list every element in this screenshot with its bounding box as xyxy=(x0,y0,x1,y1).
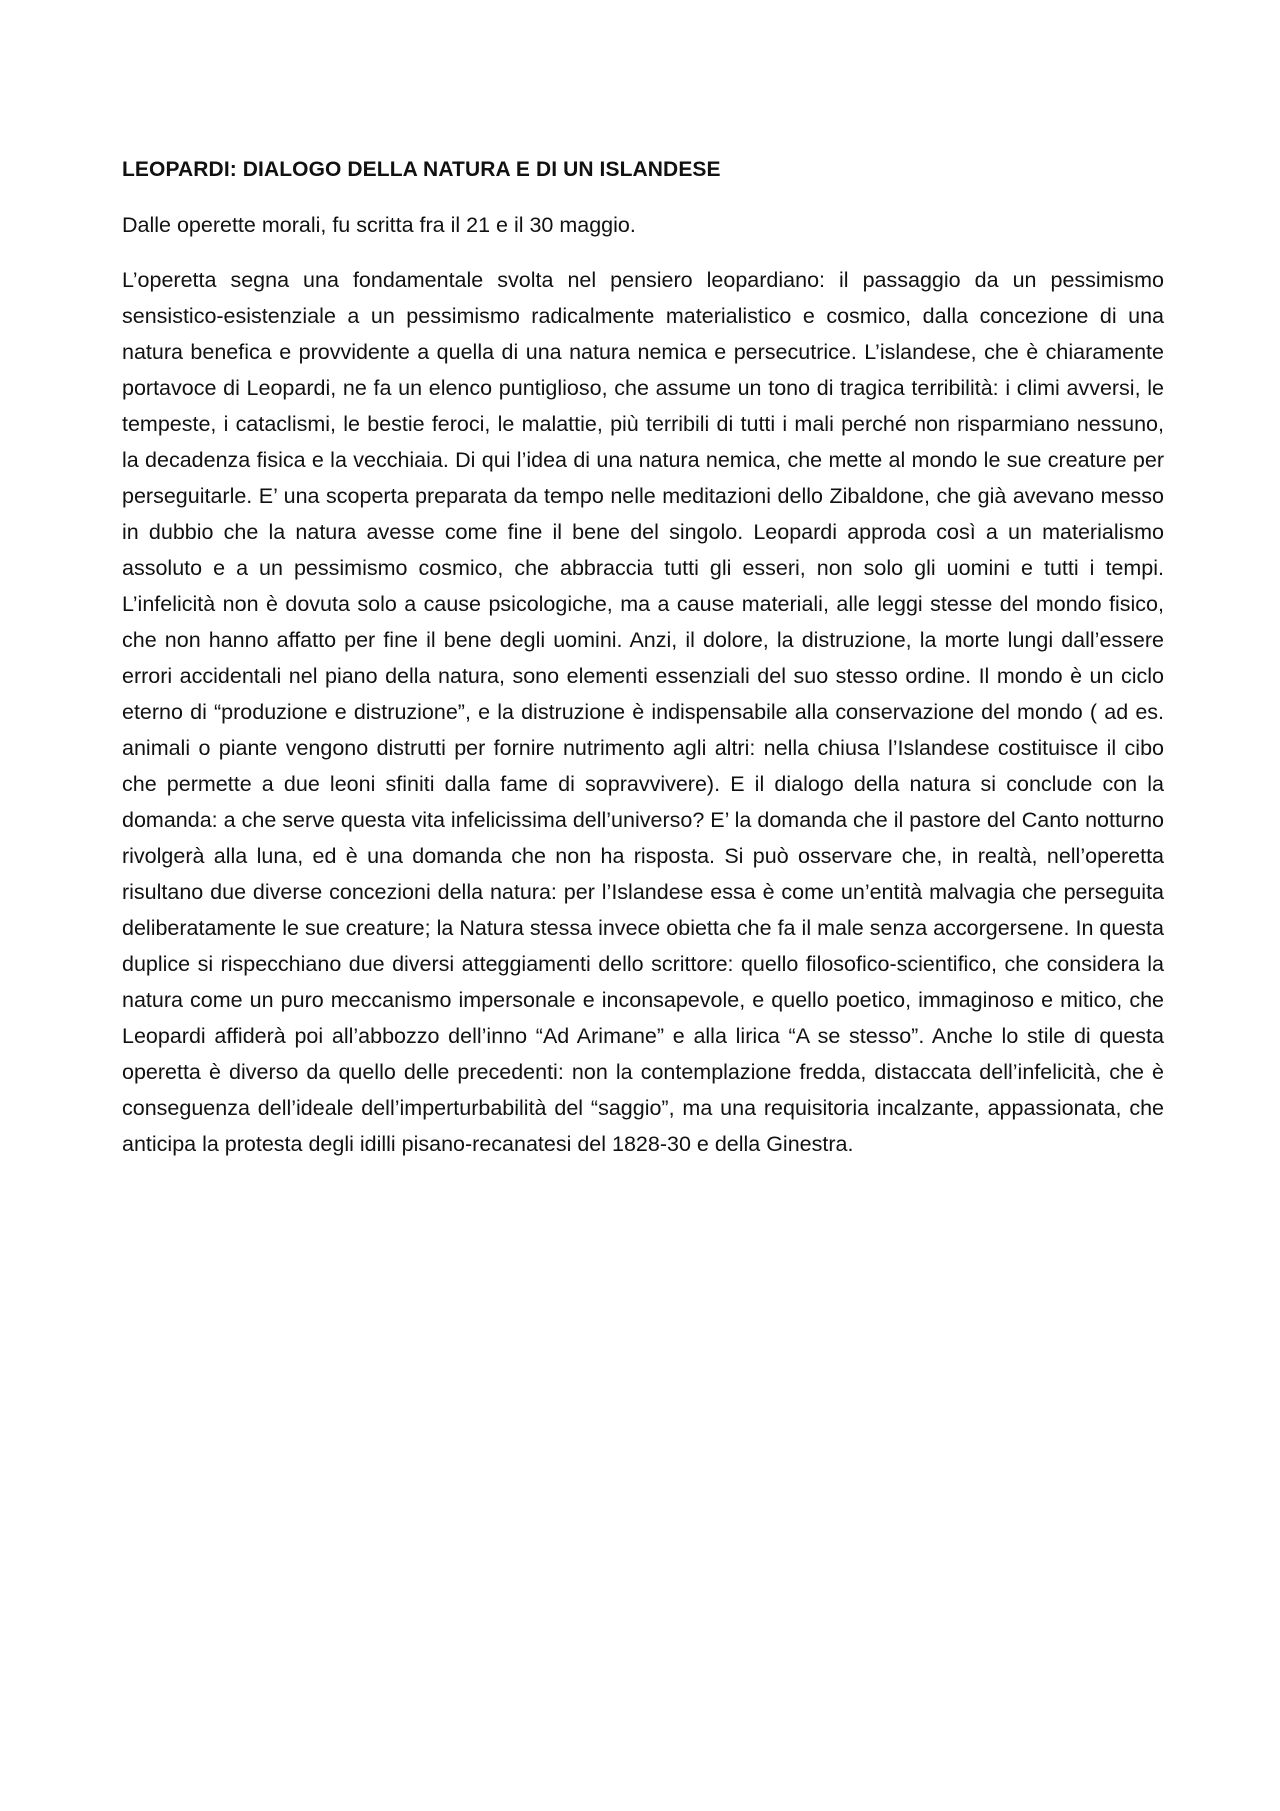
document-content xyxy=(122,152,1164,1162)
body-paragraph: L’operetta segna una fondamentale svolta nel pensiero leopardiano: il passaggio da un pessimismo sensistico-esistenziale a un pessimismo radicalmente materialistico e cosmico, dalla concezione di una natura benefica e provvidente a quella di una natura nemica e persecutrice. L’islandese, che è chiaramente portavoce di Leopardi, ne fa un elenco puntiglioso, che assume un tono di tragica terribilità: i climi avversi, le tempeste, i cataclismi, le bestie feroci, le malattie, più terribili di tutti i mali perché non risparmiano nessuno, la decadenza fisica e la vecchiaia. Di qui l’idea di una natura nemica, che mette al mondo le sue creature per perseguitarle. E’ una scoperta preparata da tempo nelle meditazioni dello Zibaldone, che già avevano messo in dubbio che la natura avesse come fine il bene del singolo. Leopardi approda così a un materialismo assoluto e a un pessimismo cosmico, che abbraccia tutti gli esseri, non solo gli uomini e tutti i tempi. L’infelicità non è dovuta solo a cause psicologiche, ma a cause materiali, alle leggi stesse del mondo fisico, che non hanno affatto per fine il bene degli uomini. Anzi, il dolore, la distruzione, la morte lungi dall’essere errori accidentali nel piano della natura, sono elementi essenziali del suo stesso ordine. Il mondo è un ciclo eterno di “produzione e distruzione”, e la distruzione è indispensabile alla conservazione del mondo ( ad es. animali o piante vengono distrutti per fornire nutrimento agli altri: nella chiusa l’Islandese costituisce il cibo che permette a due leoni sfiniti dalla fame di sopravvivere). E il dialogo della natura si conclude con la domanda: a che serve questa vita infelicissima dell’universo? E’ la domanda che il pastore del Canto notturno rivolgerà alla luna, ed è una domanda che non ha risposta. Si può osservare che, in realtà, nell’operetta risultano due diverse concezioni della natura: per l’Islandese essa è come un’entità malvagia che perseguita deliberatamente le sue creature; la Natura stessa invece obietta che fa il male senza accorgersene. In questa duplice si rispecchiano due diversi atteggiamenti dello scrittore: quello filosofico-scientifico, che considera la natura come un puro meccanismo impersonale e inconsapevole, e quello poetico, immaginoso e mitico, che Leopardi affiderà poi all’abbozzo dell’inno “Ad Arimane” e alla lirica “A se stesso”. Anche lo stile di questa operetta è diverso da quello delle precedenti: non la contemplazione fredda, distaccata dell’infelicità, che è conseguenza dell’ideale dell’imperturbabilità del “saggio”, ma una requisitoria incalzante, appassionata, che anticipa la protesta degli idilli pisano-recanatesi del 1828-30 e della Ginestra. xyxy=(122,268,1164,1156)
intro-paragraph: Dalle operette morali, fu scritta fra il 21 e il 30 maggio. xyxy=(122,213,636,237)
document-title: LEOPARDI: DIALOGO DELLA NATURA E DI UN ISLANDESE xyxy=(122,158,721,181)
